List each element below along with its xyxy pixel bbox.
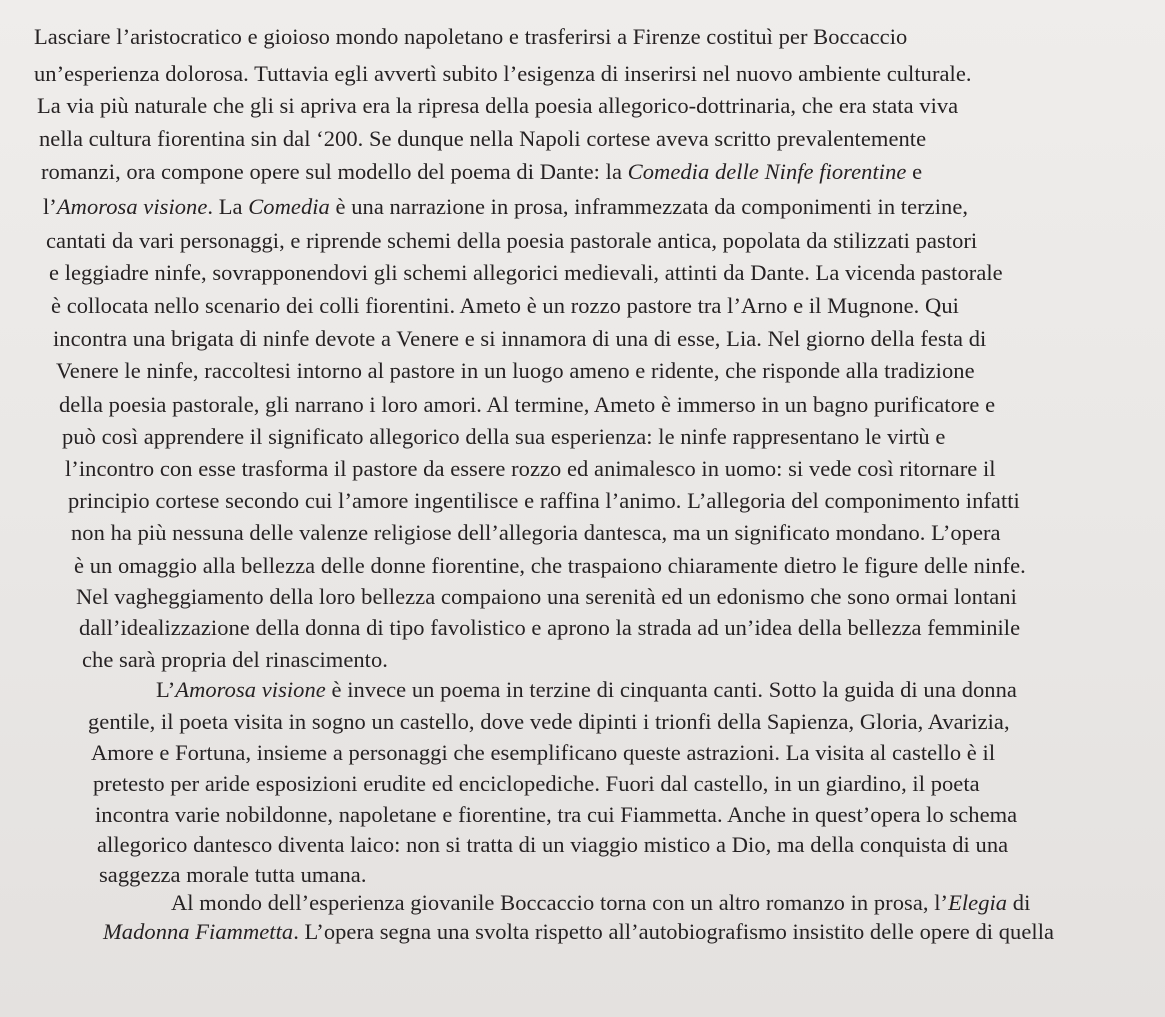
text-line-7: cantati da vari personaggi, e riprende schemi della poesia pastorale antica, popolata da stilizzati pastori [46, 228, 978, 253]
text-line-28 [171, 888, 1114, 918]
text-segment: l’ [43, 194, 57, 219]
text-line-11: Venere le ninfe, raccoltesi intorno al pastore in un luogo ameno e ridente, che risponde alla tradizione [56, 358, 975, 383]
text-segment: di [1007, 890, 1031, 915]
text-line-26: allegorico dantesco diventa laico: non si tratta di un viaggio mistico a Dio, ma della conquista di una [97, 832, 1009, 857]
text-line-6 [43, 192, 1120, 222]
text-line-5 [41, 157, 1121, 187]
text-line-16: non ha più nessuna delle valenze religiose dell’allegoria dantesca, ma un significato mondano. L’opera [71, 520, 1001, 545]
text-line-29 [103, 917, 1113, 947]
text-line-3: La via più naturale che gli si apriva era la ripresa della poesia allegorico-dottrinaria, che era stata viva [37, 93, 959, 118]
text-segment: e [906, 159, 923, 184]
text-line-27: saggezza morale tutta umana. [99, 862, 367, 887]
text-line-12: della poesia pastorale, gli narrano i loro amori. Al termine, Ameto è immerso in un bagno purificatore e [59, 392, 996, 417]
text-line-17: è un omaggio alla bellezza delle donne fiorentine, che traspaiono chiaramente dietro le figure delle ninfe. [74, 553, 1026, 578]
text-line-25: incontra varie nobildonne, napoletane e fiorentine, tra cui Fiammetta. Anche in quest’opera lo schema [95, 802, 1018, 827]
text-segment: è una narrazione in prosa, inframmezzata da componimenti in terzine, [329, 194, 969, 219]
text-line-19: dall’idealizzazione della donna di tipo favolistico e aprono la strada ad un’idea della bellezza femminile [79, 615, 1021, 640]
text-segment: . La [207, 194, 249, 219]
italic-title: Comedia [248, 194, 330, 219]
text-line-15: principio cortese secondo cui l’amore ingentilisce e raffina l’animo. L’allegoria del componimento infatti [68, 488, 1020, 513]
text-segment: L’ [156, 677, 176, 702]
text-line-10: incontra una brigata di ninfe devote a Venere e si innamora di una di esse, Lia. Nel giorno della festa di [53, 326, 987, 351]
italic-title: Elegia [948, 890, 1008, 915]
text-segment: Al mondo dell’esperienza giovanile Boccaccio torna con un altro romanzo in prosa, l’ [171, 890, 949, 915]
text-line-20: che sarà propria del rinascimento. [82, 647, 388, 672]
italic-title: Comedia delle Ninfe fiorentine [627, 159, 907, 184]
text-line-24: pretesto per aride esposizioni erudite ed enciclopediche. Fuori dal castello, in un giardino, il poeta [93, 771, 980, 796]
text-line-2: un’esperienza dolorosa. Tuttavia egli avvertì subito l’esigenza di inserirsi nel nuovo ambiente culturale. [34, 61, 972, 86]
text-segment: . L’opera segna una svolta rispetto all’autobiografismo insistito delle opere di quella [293, 919, 1055, 944]
text-line-18: Nel vagheggiamento della loro bellezza compaiono una serenità ed un edonismo che sono ormai lontani [76, 584, 1017, 609]
text-line-9: è collocata nello scenario dei colli fiorentini. Ameto è un rozzo pastore tra l’Arno e il Mugnone. Qui [51, 293, 959, 318]
text-line-21 [156, 675, 1116, 705]
text-line-4: nella cultura fiorentina sin dal ‘200. Se dunque nella Napoli cortese aveva scritto prevalentemente [39, 126, 927, 151]
italic-title: Madonna Fiammetta [103, 919, 294, 944]
italic-title: Amorosa visione [56, 194, 208, 219]
italic-title: Amorosa visione [175, 677, 326, 702]
text-line-22: gentile, il poeta visita in sogno un castello, dove vede dipinti i trionfi della Sapienza, Gloria, Avarizia, [88, 709, 1010, 734]
text-line-8: e leggiadre ninfe, sovrapponendovi gli schemi allegorici medievali, attinti da Dante. La vicenda pastorale [49, 260, 1003, 285]
text-line-14: l’incontro con esse trasforma il pastore da essere rozzo ed animalesco in uomo: si vede così ritornare il [65, 456, 996, 481]
text-segment: è invece un poema in terzine di cinquanta canti. Sotto la guida di una donna [325, 677, 1017, 702]
text-line-23: Amore e Fortuna, insieme a personaggi che esemplificano queste astrazioni. La visita al castello è il [91, 740, 996, 765]
text-line-13: può così apprendere il significato allegorico della sua esperienza: le ninfe rappresentano le virtù e [62, 424, 946, 449]
text-segment: romanzi, ora compone opere sul modello del poema di Dante: la [41, 159, 628, 184]
text-line-1: Lasciare l’aristocratico e gioioso mondo napoletano e trasferirsi a Firenze costituì per Boccaccio [34, 24, 908, 49]
